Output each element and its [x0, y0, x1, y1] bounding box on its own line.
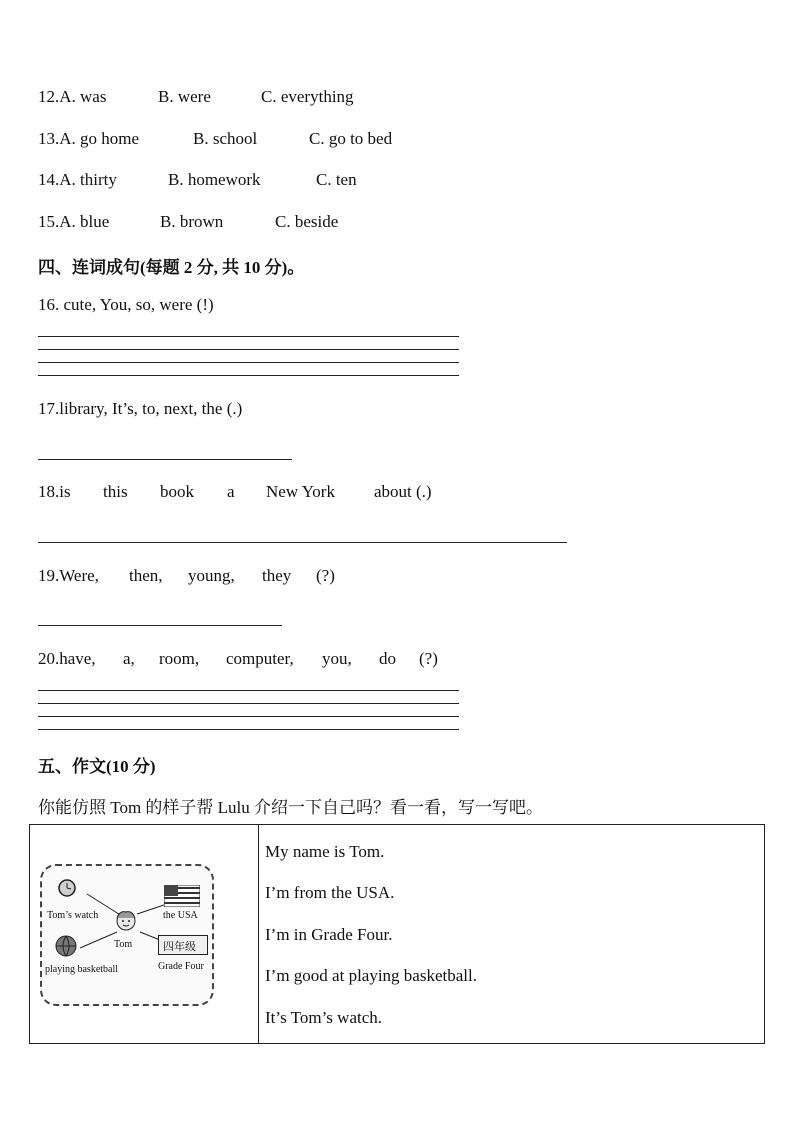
- word: 18.is: [38, 482, 71, 501]
- word: they: [262, 566, 292, 585]
- answer-line: [38, 690, 459, 691]
- answer-line: [38, 336, 459, 337]
- word: room,: [159, 649, 200, 668]
- basketball-icon: [54, 934, 78, 958]
- word: 20.have,: [38, 649, 96, 668]
- country-label: the USA: [163, 910, 198, 921]
- watch-label: Tom’s watch: [47, 910, 99, 921]
- option-a: A. blue: [59, 212, 110, 231]
- option-c: C. ten: [316, 170, 357, 189]
- option-a: A. go home: [59, 129, 140, 148]
- question-number: 14.: [38, 170, 60, 189]
- word: New York: [266, 482, 335, 501]
- answer-line: [38, 362, 459, 363]
- section4-heading: 四、连词成句(每题 2 分, 共 10 分)。: [38, 258, 305, 277]
- answer-line: [38, 542, 567, 543]
- sentence-1: My name is Tom.: [265, 842, 385, 861]
- grade-sign: [158, 935, 208, 955]
- question-17: 17.library, It’s, to, next, the (.): [38, 399, 243, 418]
- sentence-3: I’m in Grade Four.: [265, 925, 393, 944]
- option-b: B. were: [158, 87, 211, 106]
- usa-flag-icon: [164, 885, 200, 907]
- sentence-5: It’s Tom’s watch.: [265, 1008, 383, 1027]
- grade-cn-label: 四年级: [163, 941, 196, 953]
- option-c: C. beside: [275, 212, 339, 231]
- question-18: [0, 482, 794, 506]
- composition-instruction: 你能仿照 Tom 的样子帮 Lulu 介绍一下自己吗？看一看，写一写吧。: [38, 798, 544, 817]
- word: book: [160, 482, 194, 501]
- option-b: B. brown: [160, 212, 224, 231]
- word: this: [103, 482, 128, 501]
- word: you,: [322, 649, 352, 668]
- answer-line: [38, 459, 292, 460]
- tom-label: Tom: [114, 939, 133, 950]
- option-a: A. was: [59, 87, 107, 106]
- word: 19.Were,: [38, 566, 99, 585]
- word: a,: [123, 649, 135, 668]
- grade-label: Grade Four: [158, 961, 204, 972]
- option-c: C. go to bed: [309, 129, 393, 148]
- question-number: 15.: [38, 212, 60, 231]
- answer-line: [38, 703, 459, 704]
- question-number: 13.: [38, 129, 60, 148]
- section5-heading: 五、作文(10 分): [38, 757, 156, 776]
- answer-line: [38, 375, 459, 376]
- answer-line: [38, 349, 459, 350]
- option-b: B. school: [193, 129, 258, 148]
- question-number: 12.: [38, 87, 60, 106]
- word: young,: [188, 566, 235, 585]
- word: do: [379, 649, 396, 668]
- tom-picture: [40, 864, 214, 1006]
- word: about (.): [374, 482, 432, 501]
- question-16: 16. cute, You, so, were (!): [38, 295, 214, 314]
- question-15: [38, 212, 339, 232]
- sentence-4: I’m good at playing basketball.: [265, 966, 477, 985]
- option-c: C. everything: [261, 87, 354, 106]
- word: (?): [419, 649, 438, 668]
- word: computer,: [226, 649, 294, 668]
- word: (?): [316, 566, 335, 585]
- question-14: [38, 170, 357, 190]
- word: then,: [129, 566, 163, 585]
- answer-line: [38, 625, 282, 626]
- question-13: [38, 129, 393, 149]
- answer-line: [38, 716, 459, 717]
- answer-line: [38, 729, 459, 730]
- hobby-label: playing basketball: [45, 964, 119, 975]
- sentence-2: I’m from the USA.: [265, 883, 395, 902]
- question-12: [38, 87, 354, 107]
- question-20: [0, 649, 794, 673]
- watch-icon: [56, 878, 78, 898]
- question-19: [0, 566, 794, 590]
- boy-face-icon: [114, 909, 138, 933]
- word: a: [227, 482, 235, 501]
- option-a: A. thirty: [59, 170, 117, 189]
- option-b: B. homework: [168, 170, 261, 189]
